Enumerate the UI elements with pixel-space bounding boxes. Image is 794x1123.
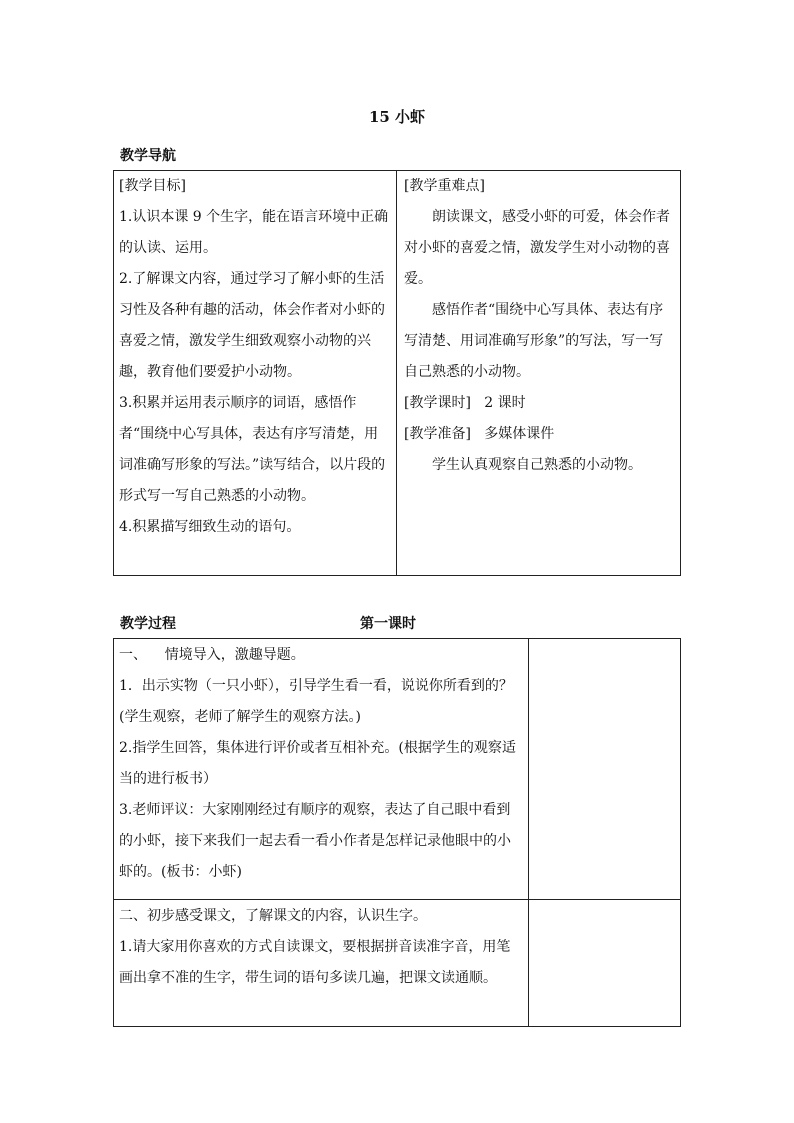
hours-label: [教学课时]: [404, 395, 471, 411]
section2-cell: [119, 901, 522, 994]
page-title: 15 小虾: [368, 108, 426, 126]
prep-para: 学生认真观察自己熟悉的小动物。: [432, 457, 642, 473]
section1-item: 3.老师评议：大家刚刚经过有顺序的观察，表达了自己眼中看到的小虾，接下来我们一起去看一看小作者是怎样记录他眼中的小虾的。(板书：小虾): [119, 802, 511, 880]
hours-value: 2 课时: [484, 395, 526, 411]
lesson-label: 第一课时: [360, 616, 416, 632]
prep-label: [教学准备]: [404, 426, 471, 442]
objective-item: 1.认识本课 9 个生字，能在语言环境中正确的认读、运用。: [119, 209, 389, 256]
prep-value: 多媒体课件: [484, 426, 555, 442]
section2-item: 1.请大家用你喜欢的方式自读课文，要根据拼音读准字音，用笔画出拿不准的生字，带生词的语句多读几遍，把课文读通顺。: [119, 939, 511, 986]
process-table-row-divider: [113, 899, 681, 900]
key-points-header: [教学重难点]: [404, 178, 485, 194]
section1-cell: [119, 640, 522, 888]
key-points-para: 感悟作者“围绕中心写具体、表达有序写清楚、用词准确写形象”的写法，写一写自己熟悉的小动物。: [404, 302, 664, 380]
section1-heading: 一、 情境导入，激趣导题。: [119, 647, 305, 663]
objective-item: 2.了解课文内容，通过学习了解小虾的生活习性及各种有趣的活动，体会作者对小虾的喜爱之情，激发学生细致观察小动物的兴趣，教育他们要爱护小动物。: [119, 271, 385, 380]
process-label: 教学过程: [120, 616, 176, 632]
objective-item: 3.积累并运用表示顺序的词语，感悟作者“围绕中心写具体，表达有序写清楚，用词准确写形象的写法。”读写结合，以片段的形式写一写自己熟悉的小动物。: [119, 395, 386, 504]
guide-table-divider: [396, 170, 397, 576]
key-points-cell: [404, 171, 676, 481]
objectives-header: [教学目标]: [119, 178, 186, 194]
section2-heading: 二、初步感受课文，了解课文的内容，认识生字。: [119, 908, 427, 924]
objective-item: 4.积累描写细致生动的语句。: [119, 519, 301, 535]
guide-label: 教学导航: [120, 148, 176, 164]
process-table-divider: [528, 638, 529, 1027]
section1-item: 1．出示实物（一只小虾），引导学生看一看，说说你所看到的？(学生观察，老师了解学生的观察方法。): [119, 678, 513, 725]
objectives-cell: [119, 171, 391, 543]
prep-line: [404, 419, 676, 450]
section1-item: 2.指学生回答，集体进行评价或者互相补充。(根据学生的观察适当的进行板书）: [119, 740, 516, 787]
hours-line: [404, 388, 676, 419]
key-points-para: 朗读课文，感受小虾的可爱，体会作者对小虾的喜爱之情，激发学生对小动物的喜爱。: [404, 209, 670, 287]
